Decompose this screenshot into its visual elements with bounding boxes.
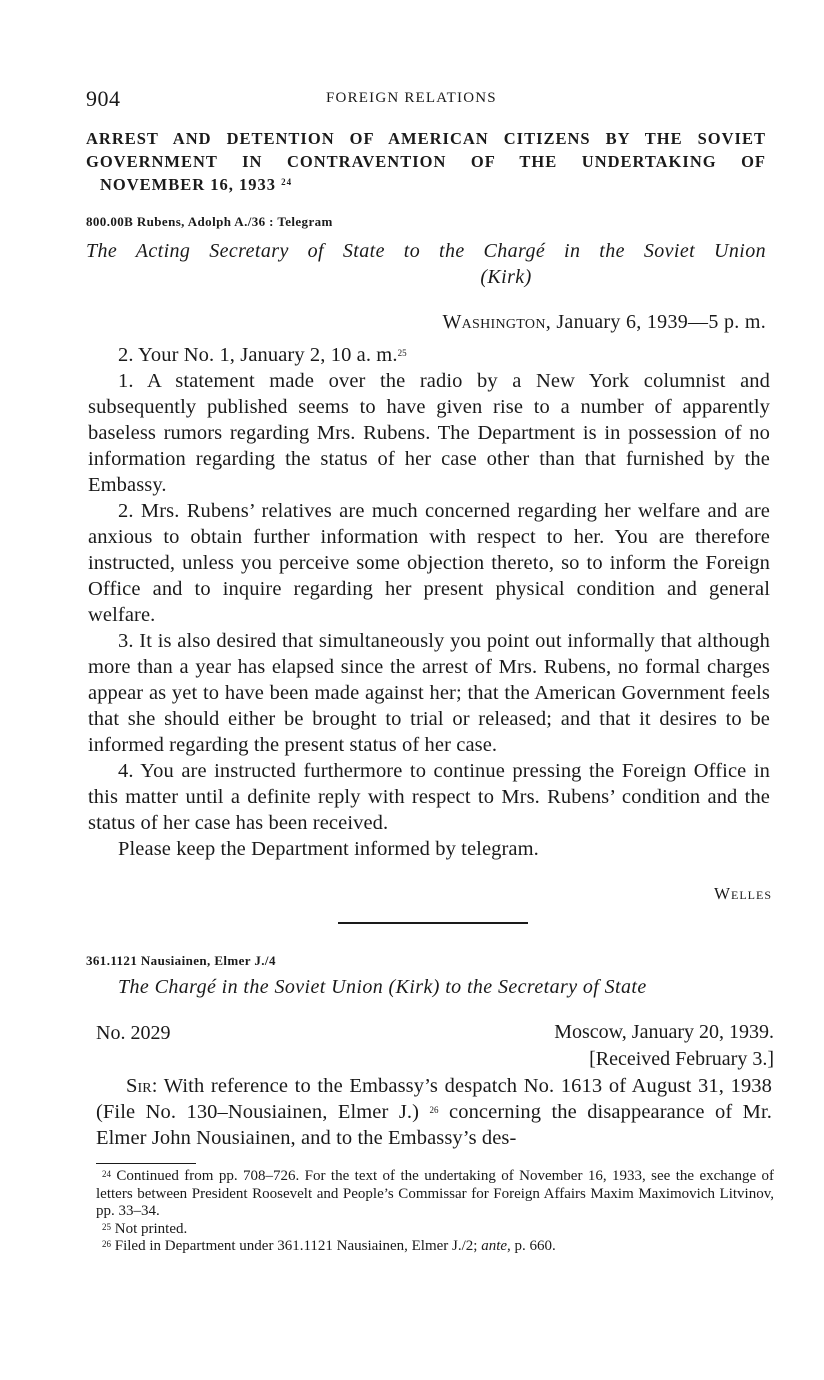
page-number: 904 <box>86 86 121 111</box>
section-heading <box>86 127 766 196</box>
doc1-signature: Welles <box>713 884 772 903</box>
running-title: FOREIGN RELATIONS <box>326 90 497 106</box>
doc2-dateline-place-date: Moscow, January 20, 1939. <box>554 1021 774 1043</box>
doc1-dateline <box>442 311 766 334</box>
doc1-paragraph: 4. You are instructed furthermore to continue pressing the Foreign Office in this matter until a definite reply with respect to Mrs. Rubens’ condition and the status of her case has been received. <box>88 760 770 834</box>
footnote-ref-25: 25 <box>397 348 407 358</box>
doc2-opening-paragraph <box>96 1073 772 1151</box>
footnote-text: , p. 660. <box>507 1238 556 1254</box>
doc2-body <box>96 1073 772 1151</box>
doc2-number: No. 2029 <box>96 1022 171 1044</box>
doc2-title: The Chargé in the Soviet Union (Kirk) to the Secretary of State <box>118 976 647 998</box>
doc1-title-line-1: The Acting Secretary of State to the Chargé in the Soviet Union <box>86 240 766 262</box>
doc1-file-ref: 800.00B Rubens, Adolph A./36 : Telegram <box>86 214 333 229</box>
footnote-text: Not printed. <box>114 1220 188 1237</box>
footnote-26 <box>96 1238 774 1256</box>
doc2-received: [Received February 3.] <box>589 1048 774 1070</box>
section-separator-rule <box>338 922 528 924</box>
doc1-paragraph: 1. A statement made over the radio by a New York columnist and subsequently published seems to have given rise to a number of apparently baseless rumors regarding Mrs. Rubens. The Department is in possession of no information regarding the status of her case other than that furnished by the Embassy. <box>88 370 770 496</box>
footnote-ref-26: 26 <box>429 1105 439 1115</box>
doc2-file-ref: 361.1121 Nausiainen, Elmer J./4 <box>86 953 276 968</box>
doc1-dateline-place: Washington, <box>442 311 552 333</box>
doc1-title <box>86 238 766 290</box>
doc2-salutation: Sir <box>126 1075 152 1097</box>
footnote-text: Filed in Department under 361.1121 Nausiainen, Elmer J./2; <box>114 1238 482 1254</box>
footnote-text: Continued from pp. 708–726. For the text of the undertaking of November 16, 1933, see the exchange of letters between President Roosevelt and People’s Commissar for Foreign Affairs Maxim Maximovich Litvinov, pp. 33–34. <box>96 1168 774 1219</box>
doc1-body <box>88 342 770 862</box>
footnote-24 <box>96 1168 774 1221</box>
section-heading-date: NOVEMBER 16, 1933 <box>100 175 277 194</box>
footnote-marker: 26 <box>102 1239 111 1249</box>
footnote-marker: 25 <box>102 1221 111 1232</box>
footnotes <box>96 1168 774 1256</box>
doc2-opening-text-b: concerning the disappearance of Mr. Elmer John Nousiainen, and to the Embassy’s des- <box>96 1101 772 1149</box>
section-heading-line-3 <box>86 173 766 196</box>
footnote-ref-24: 24 <box>281 177 293 187</box>
doc2-dateline <box>554 1019 774 1073</box>
doc1-paragraph: Please keep the Department informed by telegram. <box>118 838 539 860</box>
doc1-title-line-2: (Kirk) <box>480 266 532 288</box>
doc1-paragraph <box>88 342 770 368</box>
doc1-paragraph-text: 2. Your No. 1, January 2, 10 a. m. <box>118 344 398 366</box>
footnote-italic-text: ante <box>481 1238 508 1254</box>
doc1-paragraph: 2. Mrs. Rubens’ relatives are much concerned regarding her welfare and are anxious to obtain further information with respect to her. You are therefore instructed, unless you perceive some objection thereto, so to inform the Foreign Office and to inquire regarding her present physical condition and general welfare. <box>88 500 770 626</box>
running-head <box>86 86 772 112</box>
doc1-dateline-date: January 6, 1939—5 p. m. <box>556 311 766 333</box>
section-heading-line-1: ARREST AND DETENTION OF AMERICAN CITIZENS BY THE SOVIET <box>86 129 766 148</box>
doc2-opening-text-a: : With reference to the Embassy’s despatch No. 1613 of August 31, 1938 (File No. 130–Nousiainen, Elmer J.) <box>96 1075 772 1123</box>
doc1-paragraph: 3. It is also desired that simultaneously you point out informally that although more than a year has elapsed since the arrest of Mrs. Rubens, no formal charges appear as yet to have been made against her; that the American Government feels that she should either be brought to trial or released; and that it desires to be informed regarding the present status of her case. <box>88 630 770 756</box>
footnote-25 <box>96 1221 774 1239</box>
section-heading-line-2: GOVERNMENT IN CONTRAVENTION OF THE UNDERTAKING OF <box>86 152 766 171</box>
footnote-rule <box>96 1163 196 1164</box>
footnote-marker: 24 <box>102 1169 111 1179</box>
